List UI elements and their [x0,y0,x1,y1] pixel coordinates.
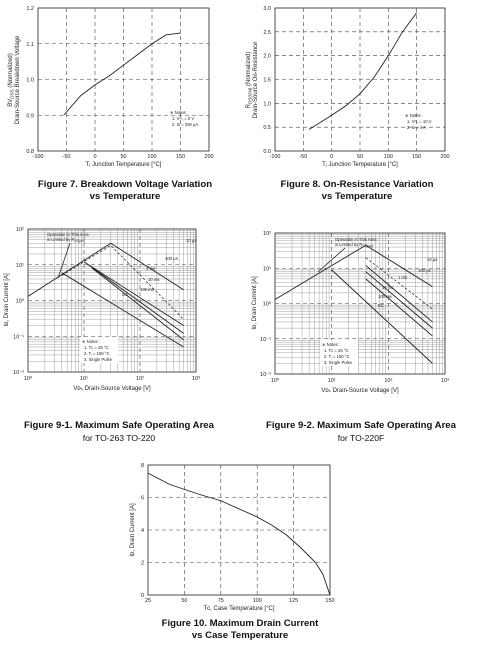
figure-9-1-caption [6,420,232,444]
annotation-rdson-limit [318,237,377,272]
y-tick-label: 8 [140,463,144,469]
figure-9-2-caption [248,420,474,444]
y-tick-label: 1.0 [263,101,271,108]
x-axis-label: Tᴄ, Case Temperature [°C] [203,606,275,612]
figure-9-1-chart [4,227,200,392]
y-axis-label: Iᴅ, Drain Current [A] [252,276,258,330]
x-tick-label: 50 [181,598,188,604]
svg-text:RDS(ON) (Normalized) [246,52,253,109]
caption-subtitle: for TO-220F [337,433,385,443]
series-line-0 [148,473,330,595]
curve-label-10ms: 10 ms [148,277,160,282]
y-tick-label: 10⁻² [13,370,24,376]
x-tick-label: 150 [412,154,422,160]
note-line: 1. Vᴳₛ = 0 V [172,116,195,121]
series-layer [28,243,184,347]
x-tick-label: 150 [175,154,186,160]
x-axis-label: Vᴅₛ Drain-Source Voltage [V] [321,388,399,394]
curve-label-1ms: 1 ms [146,266,156,271]
series-line-0 [28,243,111,296]
annotation-line1: Operation in This Area [335,237,377,242]
annotation-line2: is Limited by R [47,237,75,242]
notes-title: ※ Notes : [405,113,423,118]
annotation-line2: is Limited by R [335,242,363,247]
caption-subtitle: for TO-263 TO-220 [82,433,156,443]
curve-label-100ms: 100 ms [140,287,154,292]
y-axis-label [246,41,259,118]
x-tick-label: 75 [217,598,224,604]
curve-labels [378,257,437,308]
x-tick-labels [269,154,449,160]
x-tick-label: 10³ [441,378,449,384]
note-line: 1. Tᴄ = 25 °C [324,348,349,353]
curve-label-100ms: 100 ms [378,294,392,299]
notes-title: ※ Notes : [82,339,100,344]
x-tick-label: 0 [93,154,97,160]
y-tick-label: 10⁰ [15,298,24,305]
x-tick-label: -50 [62,154,71,160]
x-tick-label: 10³ [192,376,200,382]
x-tick-label: 0 [330,154,334,160]
figure-7-caption [30,179,220,203]
y-tick-labels [263,6,271,155]
curve-label-100us: 100 μs [418,268,431,273]
y-tick-labels [13,227,25,376]
notes-title: ※ Notes : [322,342,340,347]
x-axis-label: Tⱼ Junction Temperature [°C] [322,162,398,168]
caption-subtitle: vs Case Temperature [191,630,289,641]
ylabel-rest: (Normalized) [8,53,14,90]
caption-subtitle: vs Temperature [89,191,161,202]
y-tick-label: 3.0 [263,6,271,12]
y-tick-label: 1.0 [26,77,34,84]
x-tick-labels [32,154,213,160]
curve-labels [122,238,196,297]
figure-8-chart [246,6,450,168]
y-axis-label-line2: Drain-Source On-Resistance [253,41,259,119]
series-layer [148,473,330,595]
ylabel-sub: DS(ON) [247,87,253,105]
grid-lines [148,465,330,595]
x-tick-label: 25 [144,598,152,604]
caption-title: Figure 10. Maximum Drain Current [161,618,319,629]
series-line-0 [309,13,417,130]
figure-10-chart [130,463,335,612]
x-tick-label: 200 [204,154,214,160]
curve-label-dc: DC [378,303,385,308]
x-tick-label: -50 [299,154,308,160]
y-tick-label: 0.8 [26,149,34,155]
x-axis-label: Tⱼ Junction Temperature [°C] [85,162,162,168]
svg-text:BVDSS (Normalized) [8,53,15,106]
ylabel-rest: (Normalized) [246,51,252,88]
y-tick-label: 0 [140,593,144,599]
grid-lines [38,8,209,151]
x-tick-label: 10⁰ [270,378,280,384]
note-line: 2. Iᴅ = 4 A [407,125,426,130]
x-tick-label: 150 [325,598,335,604]
ylabel-main: R [246,104,252,109]
figure-10-caption [140,618,340,642]
y-axis-label: Iᴅ, Drain Current [A] [130,503,136,557]
y-tick-label: 2.0 [263,53,271,60]
svg-text:is Limited by RDS(on) [335,242,373,248]
annotation-line1: Operation in This Area [47,232,89,237]
x-tick-label: 10² [136,376,144,382]
y-axis-label [8,35,21,124]
y-axis-label: Iᴅ, Drain Current [A] [4,273,10,327]
x-tick-labels [271,377,449,384]
y-tick-label: 1.5 [263,77,271,84]
series-layer [64,33,181,115]
figure-8-caption [262,179,452,203]
x-tick-label: 10⁰ [23,376,33,382]
y-tick-label: 10² [263,231,271,237]
y-tick-label: 6 [140,495,144,502]
note-line: 1. Tᴄ = 25 °C [84,345,109,350]
caption-title: Figure 9-1. Maximum Safe Operating Area [24,420,214,431]
y-axis-label-line2: Drain-Source Breakdown Voltage [15,35,21,125]
x-tick-label: 10¹ [327,378,336,384]
note-line: 2. Tⱼ = 150 °C [84,351,110,356]
y-tick-label: 10⁰ [262,301,271,308]
x-axis-label: Vᴅₛ Drain-Source Voltage [V] [73,386,151,392]
notes-box [170,110,198,127]
notes-box [80,337,118,363]
notes-title: ※ Notes : [170,110,188,115]
note-line: 2. Iᴅ = 250 μA [172,122,199,127]
y-tick-label: 10⁻¹ [13,334,24,341]
x-tick-label: 50 [120,154,127,160]
annotation-sub: DS(on) [362,244,374,249]
y-tick-label: 2.5 [263,29,271,36]
series-line-6 [62,273,184,347]
series-line-0 [275,245,366,299]
curve-label-100us: 100 μs [165,256,178,261]
x-tick-label: 50 [356,154,364,160]
annotation-sub: DS(on) [74,239,86,244]
ylabel-sub: DSS [9,89,15,99]
x-tick-label: 100 [383,154,393,160]
x-tick-labels [145,598,335,604]
note-line: 3. Single Pulse [324,360,352,365]
caption-subtitle: vs Temperature [321,191,393,202]
caption-title: Figure 8. On-Resistance Variation [280,179,434,190]
x-tick-label: -100 [269,154,281,160]
caption-title: Figure 9-2. Maximum Safe Operating Area [266,420,456,431]
x-tick-label: 125 [289,598,299,604]
y-tick-label: 2 [140,560,144,567]
x-tick-labels [24,375,200,382]
y-tick-labels [141,463,144,599]
series-line-0 [64,33,181,115]
y-tick-labels [26,6,34,155]
series-layer [309,13,417,130]
y-tick-label: 0.9 [26,113,34,120]
x-tick-label: 10² [384,378,393,384]
y-tick-label: 10⁻¹ [260,336,271,343]
y-tick-label: 10¹ [263,266,271,273]
y-tick-label: 1.1 [26,41,34,48]
caption-title: Figure 7. Breakdown Voltage Variation [37,179,213,190]
x-tick-label: 200 [440,154,450,160]
notes-box [405,113,432,130]
curve-label-10us: 10 μs [427,257,438,262]
curve-label-10ms: 10 ms [382,285,394,290]
curve-label-10us: 10 μs [186,238,197,243]
y-tick-label: 1.2 [26,6,34,12]
curve-label-1ms: 1 ms [398,275,408,280]
y-tick-label: 4 [140,528,144,534]
y-tick-label: 10² [16,227,24,233]
series-line-3 [84,262,184,326]
curve-label-dc: DC [122,292,129,297]
y-tick-label: 10¹ [16,262,24,269]
figure-9-2-chart [252,231,449,394]
x-tick-label: 100 [252,598,262,604]
figure-7-chart [8,6,214,168]
notes-box [320,340,358,366]
series-line-4 [88,265,183,334]
y-tick-label: 0.5 [263,125,271,132]
x-tick-label: -100 [32,154,44,160]
x-tick-label: 100 [147,154,157,160]
y-tick-label: 0.0 [263,149,271,155]
ylabel-main: BV [8,98,14,107]
y-tick-label: 10⁻² [260,372,271,378]
note-line: 3. Single Pulse [84,357,112,362]
y-tick-labels [260,231,272,378]
x-tick-label: 10¹ [80,376,88,382]
svg-text:is Limited by RDS(on) [47,237,85,243]
note-line: 2. Tⱼ = 150 °C [324,354,350,359]
note-line: 1. Vᴳₛ = 10 V [407,119,432,124]
